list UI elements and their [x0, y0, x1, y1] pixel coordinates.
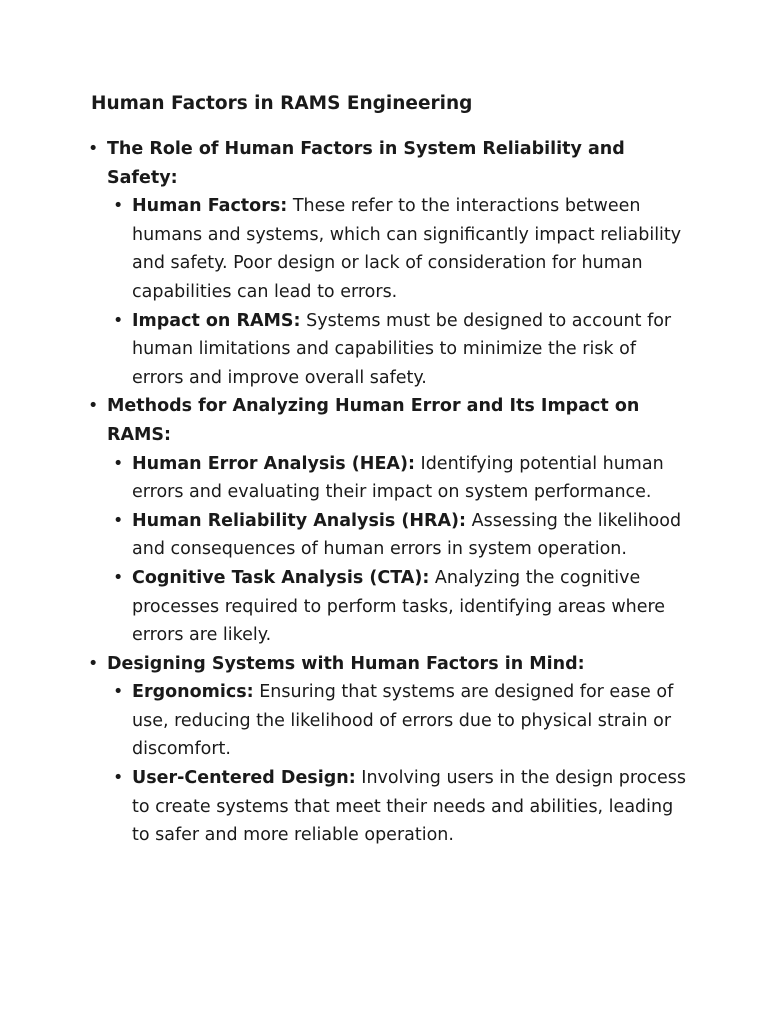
section-heading: The Role of Human Factors in System Reliability and Safety: — [107, 139, 625, 188]
item-text: These refer to the interactions between humans and systems, which can significantly impact reliability and safety. Poor design or lack of consideration for human capabilities can lead to errors. — [132, 196, 682, 302]
item-term: Cognitive Task Analysis (CTA): — [132, 567, 430, 588]
list-item — [107, 678, 688, 764]
item-text: Assessing the likelihood and consequences of human errors in system operation. — [132, 510, 682, 560]
section-item — [88, 135, 688, 392]
list-item — [107, 450, 688, 507]
list-item — [107, 307, 688, 393]
item-term: Ergonomics: — [132, 682, 254, 703]
item-text: Analyzing the cognitive processes required to perform tasks, identifying areas where errors are likely. — [132, 567, 666, 646]
section-item — [88, 650, 688, 850]
section-heading: Methods for Analyzing Human Error and Its Impact on RAMS: — [107, 396, 640, 445]
subitem-list — [107, 678, 688, 850]
item-term: Human Error Analysis (HEA): — [132, 453, 415, 474]
section-heading: Designing Systems with Human Factors in Mind: — [107, 653, 585, 674]
item-term: Human Reliability Analysis (HRA): — [132, 510, 467, 531]
list-item — [107, 764, 688, 850]
item-text: Systems must be designed to account for human limitations and capabilities to minimize the risk of errors and improve overall safety. — [132, 310, 672, 388]
item-term: Human Factors: — [132, 196, 288, 217]
list-item — [107, 507, 688, 564]
item-term: User-Centered Design: — [132, 768, 356, 789]
item-term: Impact on RAMS: — [132, 310, 301, 331]
item-text: Ensuring that systems are designed for ease of use, reducing the likelihood of errors due to physical strain or discomfort. — [132, 682, 674, 760]
list-item — [107, 192, 688, 306]
section-list — [88, 135, 688, 850]
document-body — [88, 135, 688, 850]
subitem-list — [107, 450, 688, 650]
list-item — [107, 564, 688, 650]
item-text: Identifying potential human errors and evaluating their impact on system performance. — [132, 453, 664, 503]
section-item — [88, 392, 688, 649]
subitem-list — [107, 192, 688, 392]
item-text: Involving users in the design process to create systems that meet their needs and abilities, leading to safer and more reliable operation. — [132, 768, 686, 846]
document-title: Human Factors in RAMS Engineering — [91, 93, 473, 114]
